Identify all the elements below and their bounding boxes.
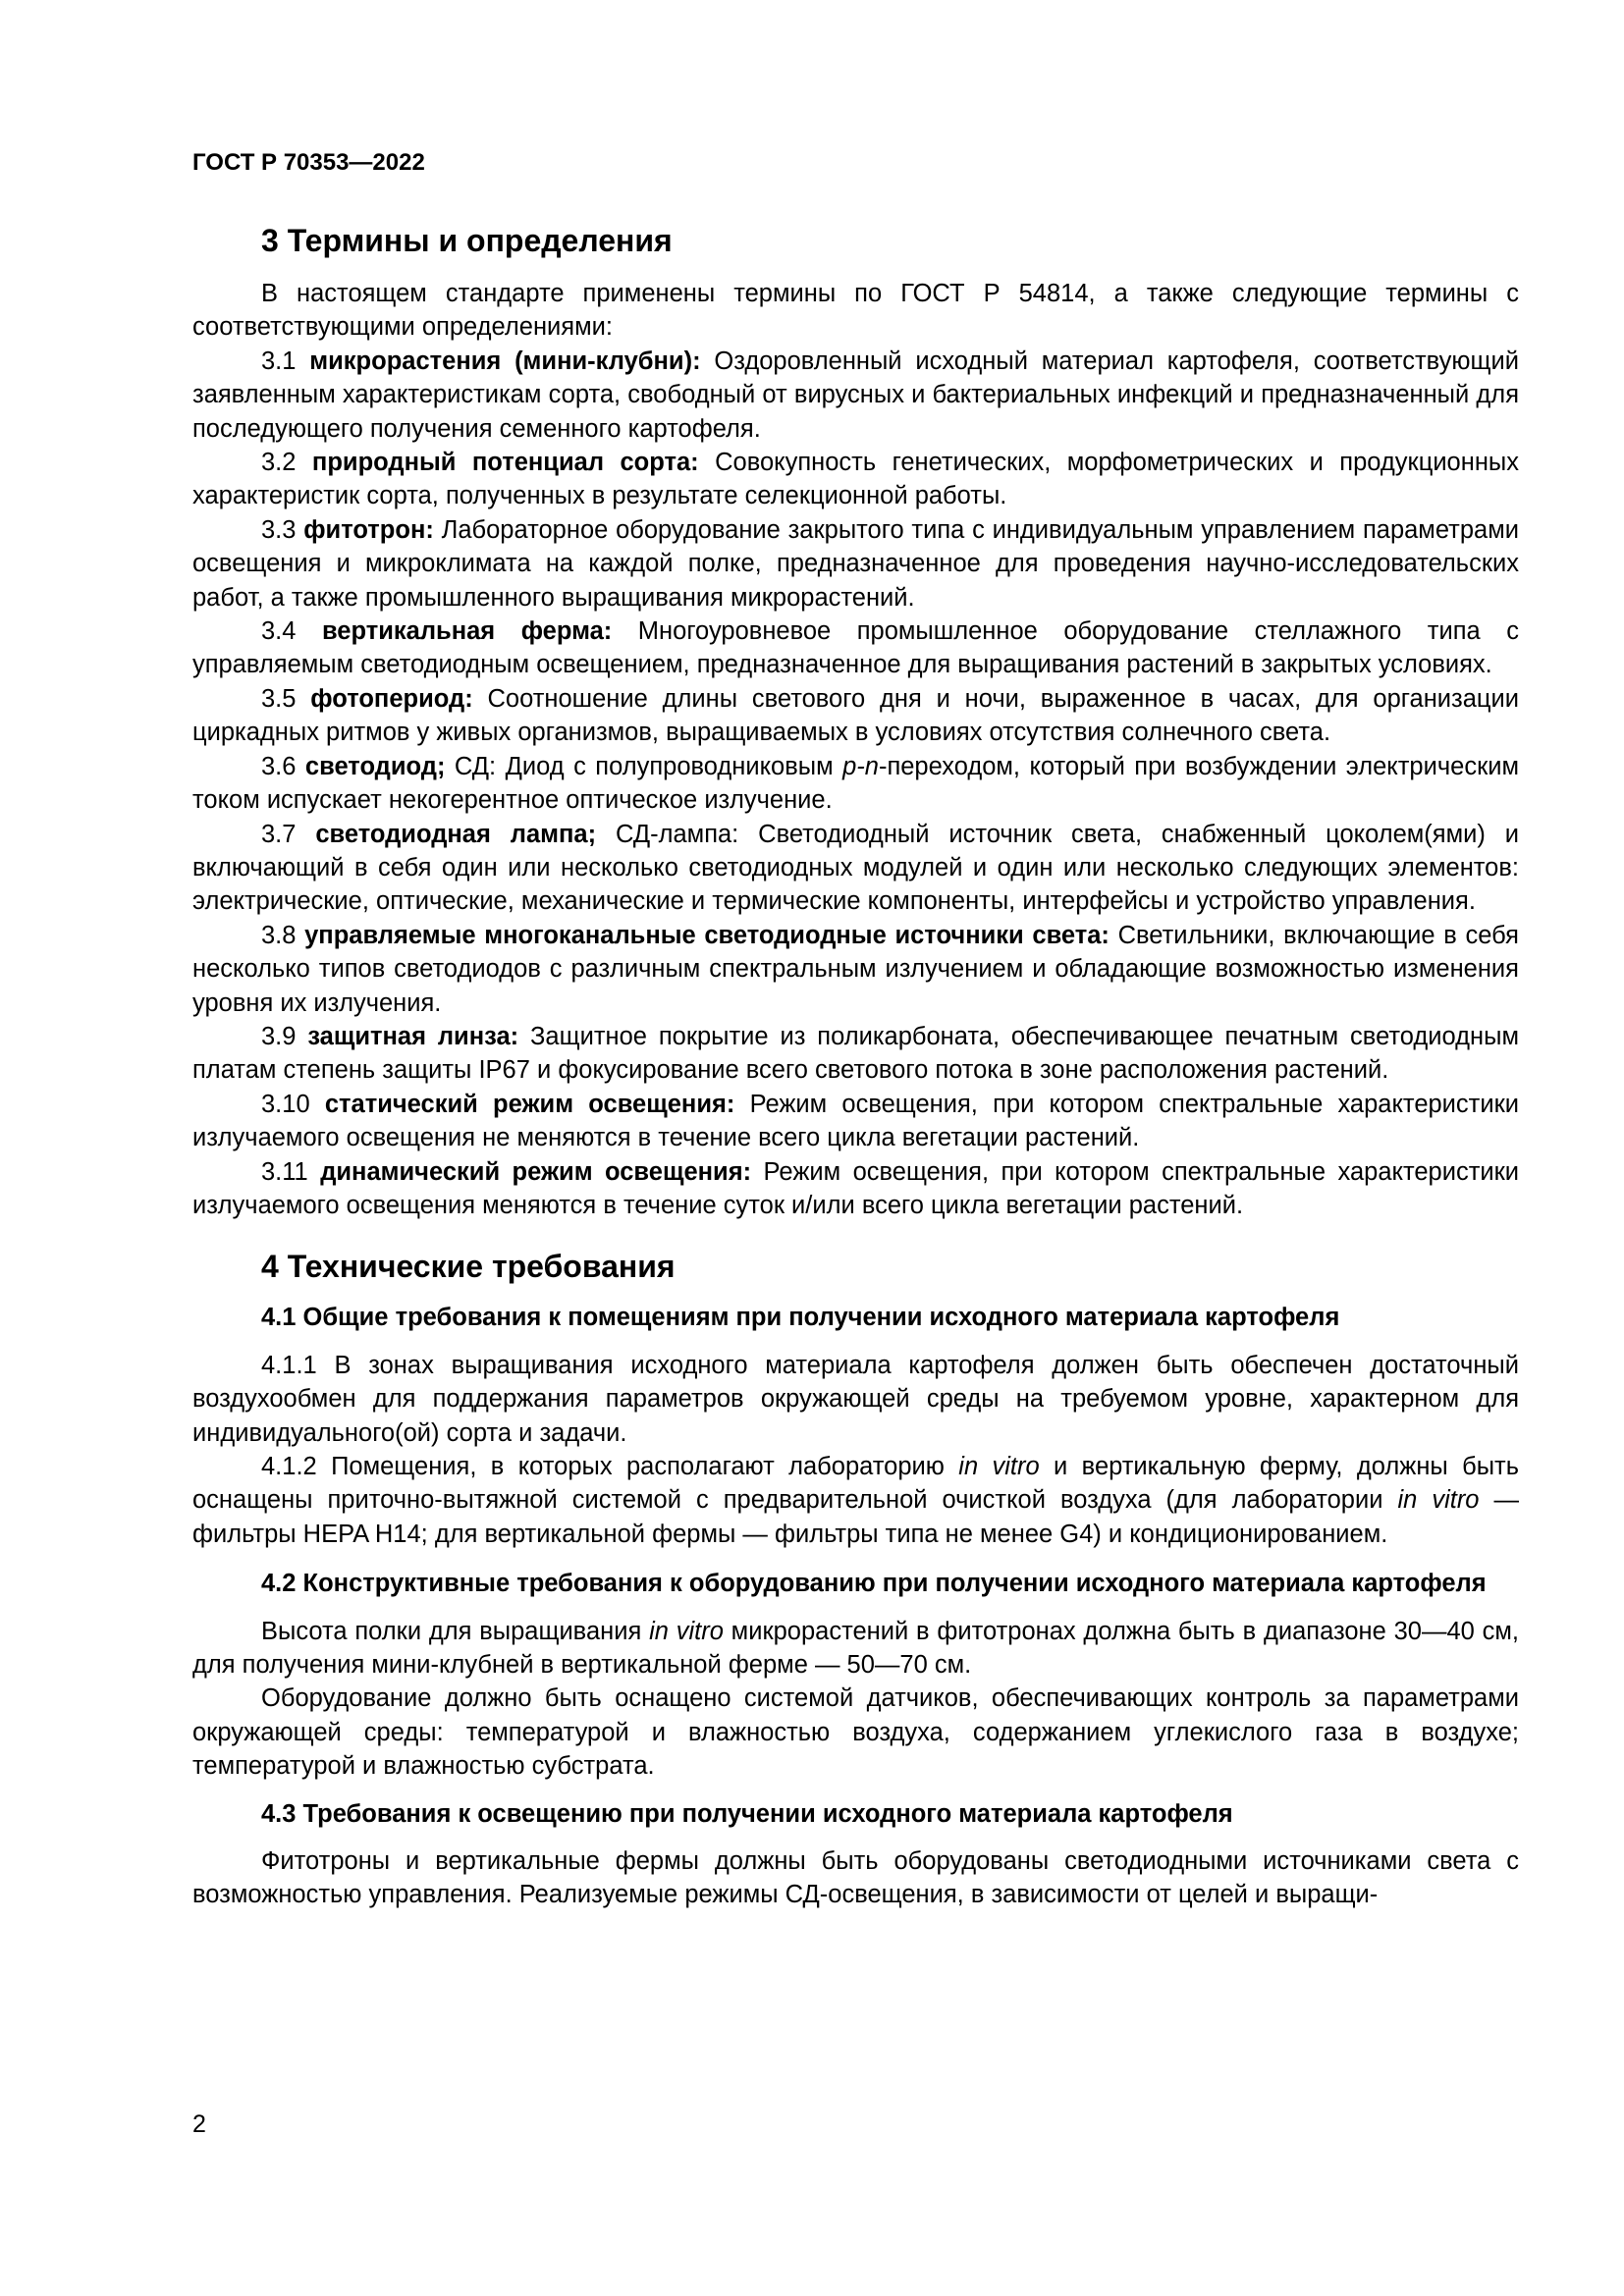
term-3-3: 3.3 фитотрон: Лабораторное оборудование закрытого типа с индивидуальным управлением параметрами освещения и микроклимата на каждой полке, предназначенное для проведения научно-исследовательских работ, а также промышленного выращивания микрорастений. (192, 515, 1519, 612)
clause-4-2-p2: Оборудование должно быть оснащено системой датчиков, обеспечивающих контроль за параметрами окружающей среды: температурой и влажностью воздуха, содержанием углекислого газа в воздухе; температурой и влажностью субстрата. (192, 1684, 1519, 1781)
term-3-6: 3.6 светодиод; СД: Диод с полупроводниковым p-n-переходом, который при возбуждении электрическим током испускает некогерентное оптическое излучение. (192, 752, 1520, 815)
page-number: 2 (192, 2110, 206, 2138)
clause-4-1-1: 4.1.1 В зонах выращивания исходного материала картофеля должен быть обеспечен достаточный воздухообмен для поддержания параметров окружающей среды на требуемом уровне, характерном для индивидуального(ой) сорта и задачи. (192, 1351, 1519, 1447)
term-3-7: 3.7 светодиодная лампа; СД-лампа: Светодиодный источник света, снабженный цоколем(ями) и включающий в себя один или несколько светодиодных модулей и один или несколько следующих элементов: электрические, оптические, механические и термические компоненты, интерфейсы и устройство управления. (192, 820, 1519, 916)
section-4-title: 4 Технические требования (261, 1249, 676, 1285)
term-3-5: 3.5 фотопериод: Соотношение длины светового дня и ночи, выраженное в часах, для организации циркадных ритмов у живых организмов, выращиваемых в условиях отсутствия солнечного света. (192, 684, 1519, 747)
term-3-1: 3.1 микрорастения (мини-клубни): Оздоровленный исходный материал картофеля, соответствующий заявленным характеристикам сорта, свободный от вирусных и бактериальных инфекций и предназначенный для последующего получения семенного картофеля. (192, 347, 1519, 443)
subsection-4-3-title: 4.3 Требования к освещению при получении исходного материала картофеля (261, 1799, 1233, 1828)
term-3-9: 3.9 защитная линза: Защитное покрытие из поликарбоната, обеспечивающее печатным светодиодным платам степень защиты IP67 и фокусирование всего светового потока в зоне расположения растений. (192, 1022, 1519, 1085)
clause-4-2-p1: Высота полки для выращивания in vitro микрорастений в фитотронах должна быть в диапазоне 30—40 см, для получения мини-клубней в вертикальной ферме — 50—70 см. (192, 1617, 1519, 1680)
term-3-2: 3.2 природный потенциал сорта: Совокупность генетических, морфометрических и продукционных характеристик сорта, полученных в результате селекционной работы. (192, 449, 1519, 510)
document-header: ГОСТ Р 70353—2022 (192, 149, 425, 176)
term-3-10: 3.10 статический режим освещения: Режим освещения, при котором спектральные характеристики излучаемого освещения не меняются в течение всего цикла вегетации растений. (192, 1090, 1519, 1152)
term-3-11: 3.11 динамический режим освещения: Режим освещения, при котором спектральные характеристики излучаемого освещения меняются в течение суток и/или всего цикла вегетации растений. (192, 1157, 1520, 1219)
subsection-4-2-title: 4.2 Конструктивные требования к оборудованию при получении исходного материала картофеля (261, 1570, 1487, 1598)
subsection-4-1-title: 4.1 Общие требования к помещениям при получении исходного материала картофеля (261, 1304, 1340, 1332)
section-3-title: 3 Термины и определения (261, 223, 673, 258)
clause-4-1-2: 4.1.2 Помещения, в которых располагают лабораторию in vitro и вертикальную ферму, должны быть оснащены приточно-вытяжной системой с предварительной очисткой воздуха (для лаборатории in vitro — фильтры HEPA H14; для вертикальной фермы — фильтры типа не менее G4) и кондиционированием. (192, 1453, 1520, 1548)
term-3-4: 3.4 вертикальная ферма: Многоуровневое промышленное оборудование стеллажного типа с управляемым светодиодным освещением, предназначенное для выращивания растений в закрытых условиях. (192, 617, 1519, 679)
document-body (192, 222, 1519, 1912)
term-3-8: 3.8 управляемые многоканальные светодиодные источники света: Светильники, включающие в себя несколько типов светодиодов с различным спектральным излучением и обладающие возможностью изменения уровня их излучения. (192, 921, 1519, 1017)
section-3-intro: В настоящем стандарте применены термины по ГОСТ Р 54814, а также следующие термины с соответствующими определениями: (192, 280, 1519, 342)
clause-4-3-p1: Фитотроны и вертикальные фермы должны быть оборудованы светодиодными источниками света с возможностью управления. Реализуемые режимы СД-освещения, в зависимости от целей и выращи- (192, 1847, 1519, 1909)
